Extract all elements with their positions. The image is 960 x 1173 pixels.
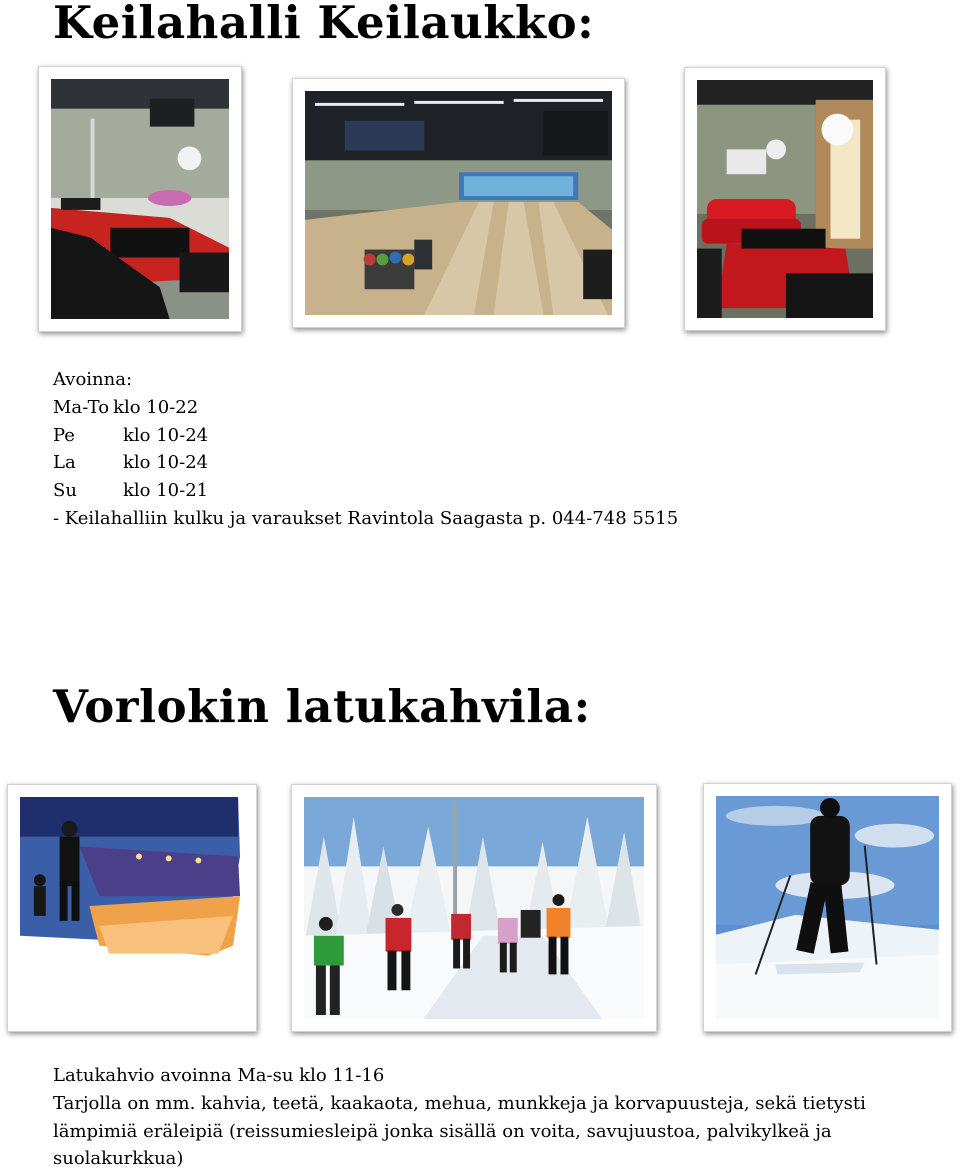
hours-row — [53, 394, 678, 422]
bowling-lanes-photo — [305, 91, 612, 315]
hours-day: Ma-To — [53, 396, 110, 418]
cafe-menu-line: suolakurkkua) — [53, 1148, 184, 1170]
hours-day: La — [53, 452, 76, 474]
lounge-photo — [51, 79, 229, 319]
group-skiing-photo — [304, 797, 644, 1019]
downhill-skier-photo-frame — [703, 783, 952, 1032]
cafe-title: Vorlokin latukahvila: — [53, 680, 591, 733]
group-skiing-photo-frame — [291, 784, 657, 1032]
bowling-lanes-photo-frame — [292, 78, 625, 328]
hours-time: klo 10-24 — [123, 424, 209, 446]
hours-row — [53, 449, 678, 477]
hours-time: klo 10-21 — [123, 480, 209, 502]
downhill-skier-photo — [716, 796, 939, 1019]
lounge-photo-frame — [38, 66, 242, 332]
booking-note: - Keilahalliin kulku ja varaukset Ravintola Saagasta p. 044-748 5515 — [53, 507, 679, 529]
hours-time: klo 10-22 — [113, 396, 199, 418]
red-sofa-lounge-photo-frame — [684, 67, 886, 331]
red-sofa-lounge-photo — [697, 80, 873, 318]
hours-day: Su — [53, 480, 77, 502]
night-skiers-collage-photo-frame — [7, 784, 257, 1032]
hours-day: Pe — [53, 424, 75, 446]
hours-time: klo 10-24 — [123, 452, 209, 474]
hours-row — [53, 477, 678, 505]
bowling-title: Keilahalli Keilaukko: — [53, 0, 595, 49]
cafe-menu-line: Tarjolla on mm. kahvia, teetä, kaakaota, mehua, munkkeja ja korvapuusteja, sekä tietysti — [53, 1092, 866, 1114]
hours-row — [53, 422, 678, 450]
night-skiers-collage-photo — [20, 797, 244, 1019]
cafe-hours: Latukahvio avoinna Ma-su klo 11-16 — [53, 1065, 385, 1086]
bowling-info — [53, 366, 678, 533]
cafe-info — [53, 1062, 866, 1173]
hours-title: Avoinna: — [53, 369, 133, 390]
cafe-menu-line: lämpimiä eräleipiä (reissumiesleipä jonka sisällä on voita, savujuustoa, palvikylkeä ja — [53, 1120, 832, 1142]
